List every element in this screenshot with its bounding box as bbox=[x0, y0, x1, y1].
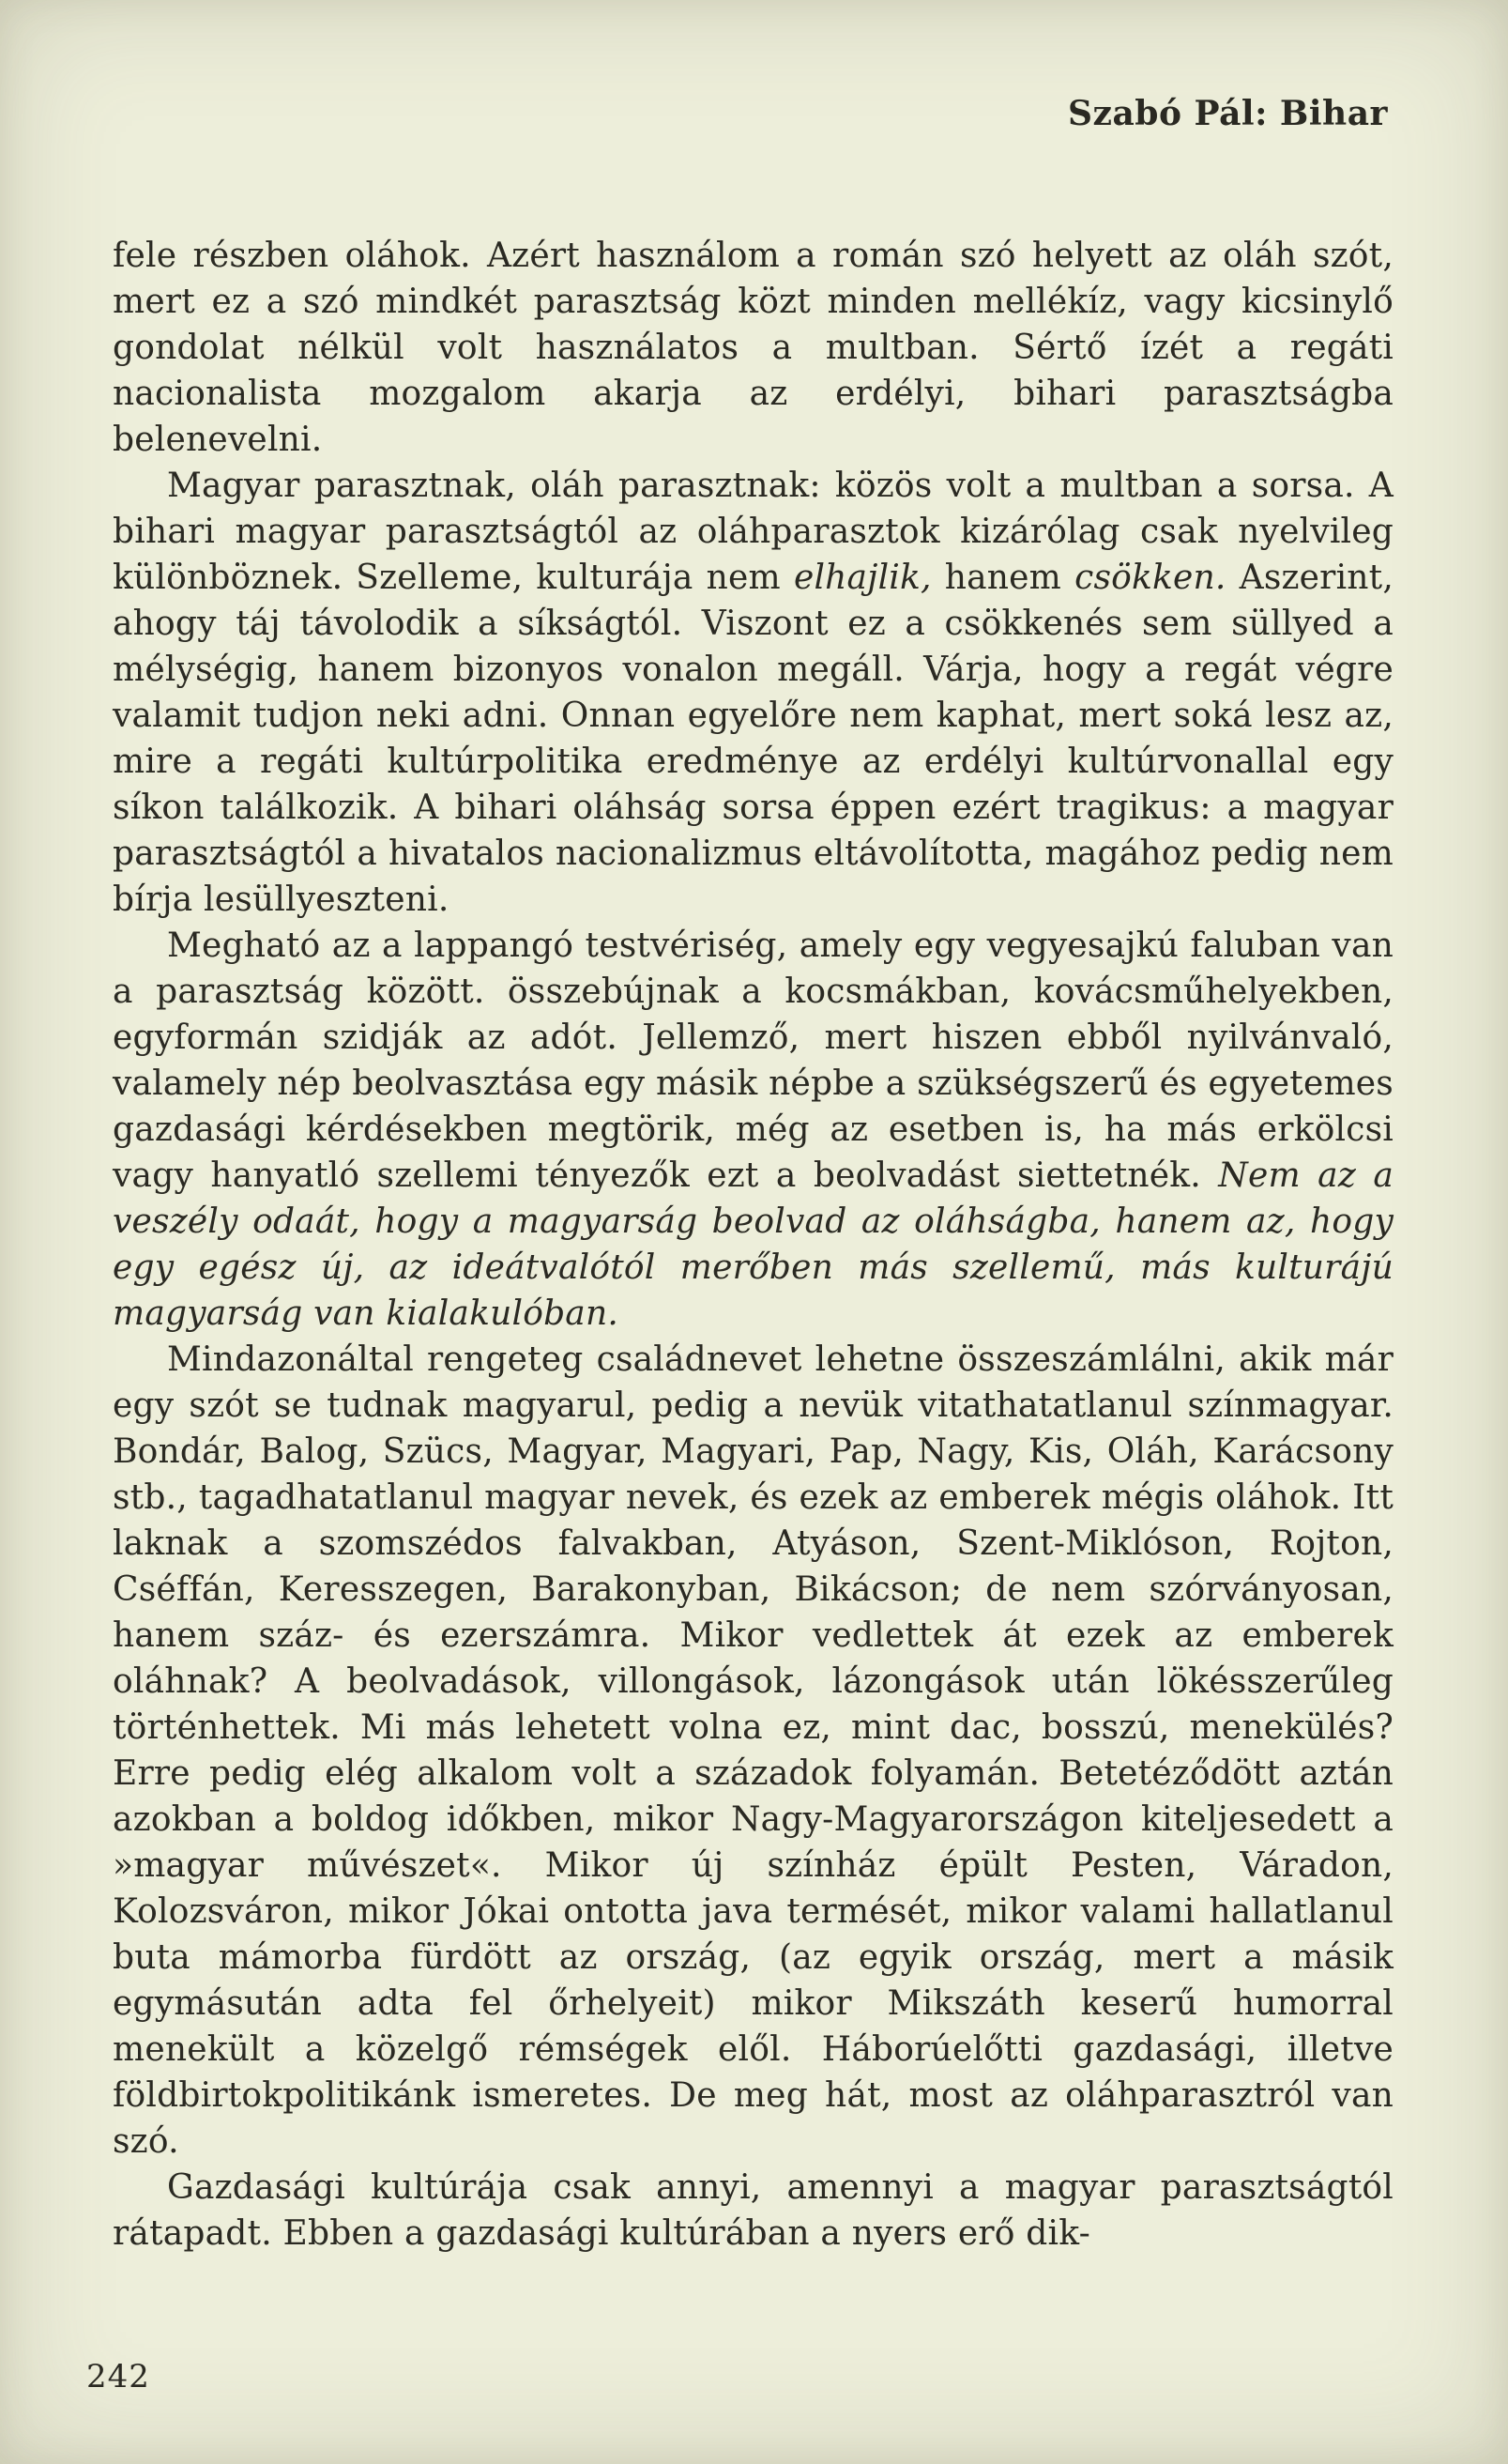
running-header: Szabó Pál: Bihar bbox=[1068, 94, 1388, 133]
text-run: hanem bbox=[931, 559, 1075, 597]
text-run: Aszerint, ahogy táj távolodik a síkságtól. Viszont ez a csökkenés sem süllyed a mélységig, hanem bizonyos vonalon megáll. Várja, hogy a regát végre valamit tudjon neki adni. Onnan egyelőre nem kaphat, mert soká lesz az, mire a regáti kultúrpolitika eredménye az erdélyi kultúrvonallal egy síkon találkozik. A bihari oláhság sorsa éppen ezért tragikus: a magyar parasztságtól a hivatalos nacionalizmus eltávolította, magához pedig nem bírja lesüllyeszteni. bbox=[113, 559, 1394, 919]
text-run: Megható az a lappangó testvériség, amely egy vegyesajkú faluban van a parasztság között. összebújnak a kocsmákban, kovácsműhelyekben, egyformán szidják az adót. Jellemző, mert hiszen ebből nyilvánvaló, valamely nép beolvasztása egy másik népbe a szükségszerű és egyetemes gazdasági kérdésekben megtörik, még az esetben is, ha más erkölcsi vagy hanyatló szellemi tényezők ezt a beolvadást siettetnék. bbox=[113, 926, 1394, 1195]
text-run: elhajlik, bbox=[793, 559, 932, 597]
page-body bbox=[113, 233, 1394, 2257]
paragraph bbox=[113, 923, 1394, 1337]
paragraph bbox=[113, 1337, 1394, 2165]
page-number: 242 bbox=[86, 2358, 150, 2395]
text-run: Magyar parasztnak, oláh parasztnak: közös volt a multban a sorsa. A bihari magyar parasztságtól az oláhparasztok kizárólag csak nyelvileg különböznek. Szelleme, kulturája nem bbox=[113, 467, 1394, 597]
paragraph bbox=[113, 463, 1394, 923]
paragraph bbox=[113, 2165, 1394, 2257]
text-run: csökken. bbox=[1074, 559, 1226, 597]
text-run: Gazdasági kultúrája csak annyi, amennyi a magyar parasztságtól rátapadt. Ebben a gazdasági kultúrában a nyers erő dik- bbox=[113, 2168, 1394, 2253]
text-run: Mindazonáltal rengeteg családnevet lehetne összeszámlálni, akik már egy szót se tudnak magyarul, pedig a nevük vitathatatlanul színmagyar. Bondár, Balog, Szücs, Magyar, Magyari, Pap, Nagy, Kis, Oláh, Karácsony stb., tagadhatatlanul magyar nevek, és ezek az emberek mégis oláhok. Itt laknak a szomszédos falvakban, Atyáson, Szent-Miklóson, Rojton, Cséffán, Keresszegen, Barakonyban, Bikácson; de nem szórványosan, hanem száz- és ezerszámra. Mikor vedlettek át ezek az emberek oláhnak? A beolvadások, villongások, lázongások után lökésszerűleg történhettek. Mi más lehetett volna ez, mint dac, bosszú, menekülés? Erre pedig elég alkalom volt a századok folyamán. Betetéződött aztán azokban a boldog időkben, mikor Nagy-Magyarországon kiteljesedett a »magyar művészet«. Mikor új színház épült Pesten, Váradon, Kolozsváron, mikor Jókai ontotta java termését, mikor valami hallatlanul buta mámorba fürdött az ország, (az egyik ország, mert a másik egymásután adta fel őrhelyeit) mikor Mikszáth keserű humorral menekült a közelgő rémségek elől. Háborúelőtti gazdasági, illetve földbirtokpolitikánk ismeretes. De meg hát, most az oláhparasztról van szó. bbox=[113, 1340, 1394, 2161]
paragraph bbox=[113, 233, 1394, 463]
text-run: fele részben oláhok. Azért használom a román szó helyett az oláh szót, mert ez a szó mindkét parasztság közt minden mellékíz, vagy kicsinylő gondolat nélkül volt használatos a multban. Sértő ízét a regáti nacionalista mozgalom akarja az erdélyi, bihari parasztságba belenevelni. bbox=[113, 237, 1394, 459]
text-run: Nem az a veszély odaát, hogy a magyarság beolvad az oláhságba, hanem az, hogy egy egész új, az ideátvalótól merőben más szellemű, más kulturájú magyarság van kialakulóban. bbox=[113, 1156, 1394, 1333]
